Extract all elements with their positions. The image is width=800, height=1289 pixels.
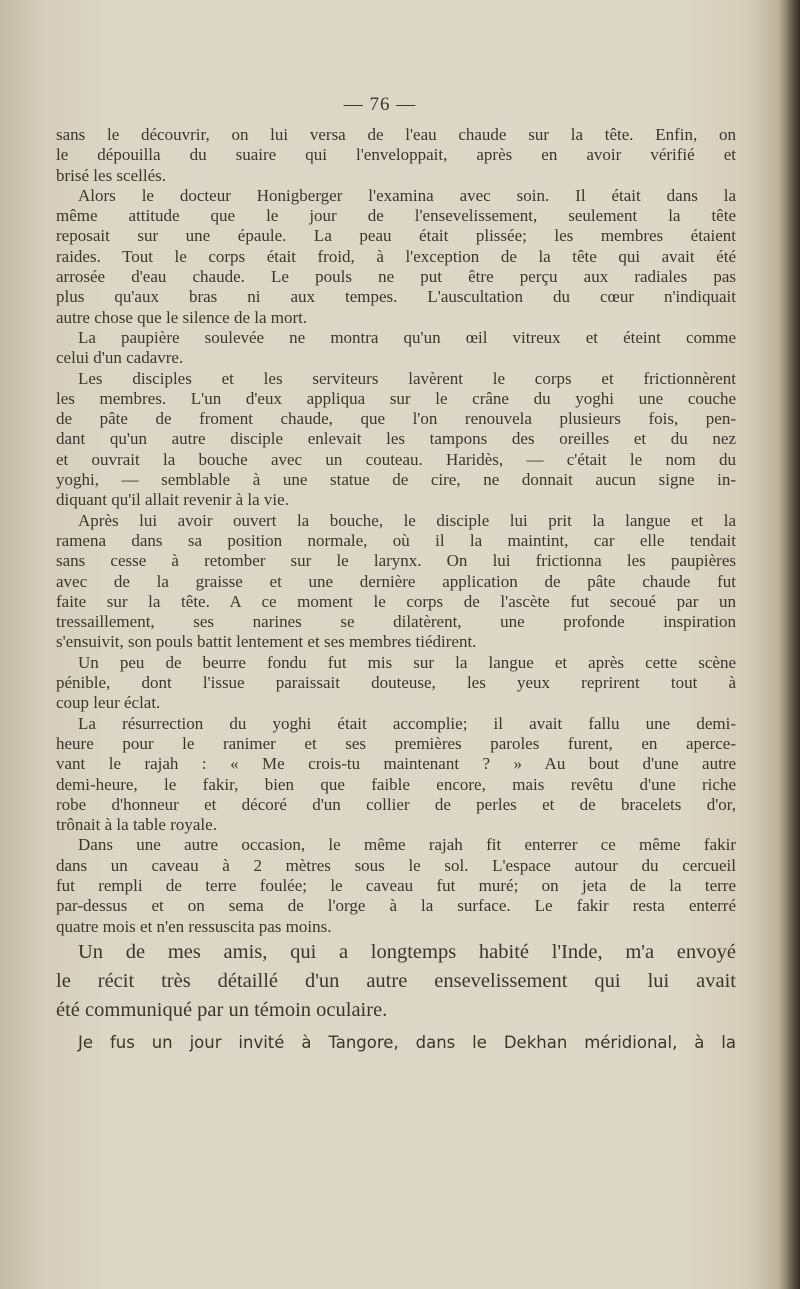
page-number: — 76 — <box>343 94 417 115</box>
text-line: heure pour le ranimer et ses premières paroles furent, en aperce- <box>56 733 736 753</box>
text-line: de pâte de froment chaude, que l'on renouvela plusieurs fois, pen- <box>56 409 736 429</box>
text-line: robe d'honneur et décoré d'un collier de perles et de bracelets d'or, <box>56 794 736 814</box>
text-line: avec de la graisse et une dernière application de pâte chaude fut <box>56 571 736 591</box>
text-line: et ouvrait la bouche avec un couteau. Haridès, — c'était le nom du <box>56 449 736 469</box>
text-line: quatre mois et n'en ressuscita pas moins. <box>56 916 332 936</box>
text-line: yoghi, — semblable à une statue de cire, ne donnait aucun signe in- <box>56 470 736 490</box>
text-line: celui d'un cadavre. <box>56 348 184 368</box>
text-line: La résurrection du yoghi était accomplie; il avait fallu une demi- <box>78 713 736 733</box>
book-spine-shadow <box>778 0 800 1289</box>
text-line: Je fus un jour invité à Tangore, dans le Dekhan méridional, à la <box>78 1033 736 1052</box>
text-line: Après lui avoir ouvert la bouche, le disciple lui prit la langue et la <box>78 510 736 530</box>
text-line: sans le découvrir, on lui versa de l'eau chaude sur la tête. Enfin, on <box>56 125 736 144</box>
text-line: ramena dans sa position normale, où il la maintint, car elle tendait <box>56 530 736 550</box>
larger-type-paragraph <box>56 938 736 1025</box>
text-line: La paupière soulevée ne montra qu'un œil vitreux et éteint comme <box>78 327 736 347</box>
text-line: vant le rajah : « Me crois-tu maintenant ? » Au bout d'une autre <box>56 754 736 774</box>
text-line: brisé les scellés. <box>56 165 166 185</box>
text-line: coup leur éclat. <box>56 693 161 713</box>
text-line: fut rempli de terre foulée; le caveau fut muré; on jeta de la terre <box>56 875 736 895</box>
text-line: pénible, dont l'issue paraissait douteuse, les yeux reprirent tout à <box>56 673 736 693</box>
text-line: faite sur la tête. A ce moment le corps de l'ascète fut secoué par un <box>56 591 736 611</box>
text-line: Les disciples et les serviteurs lavèrent le corps et frictionnèrent <box>78 368 736 388</box>
final-paragraph <box>56 1032 736 1054</box>
text-line: les membres. L'un d'eux appliqua sur le crâne du yoghi une couche <box>56 388 736 408</box>
text-line: le récit très détaillé d'un autre ensevelissement qui lui avait <box>56 970 736 992</box>
text-line: le dépouilla du suaire qui l'enveloppait, après en avoir vérifié et <box>56 145 736 165</box>
text-line: dant qu'un autre disciple enlevait les tampons des oreilles et du nez <box>56 429 736 449</box>
text-line: reposait sur une épaule. La peau était plissée; les membres étaient <box>56 226 736 246</box>
text-line: par-dessus et on sema de l'orge à la surface. Le fakir resta enterré <box>56 896 736 916</box>
text-line: demi-heure, le fakir, bien que faible encore, mais revêtu d'une riche <box>56 774 736 794</box>
body-text <box>56 125 736 937</box>
text-line: trônait à la table royale. <box>56 815 217 835</box>
text-line: arrosée d'eau chaude. Le pouls ne put être perçu aux radiales pas <box>56 267 736 287</box>
text-line: Un peu de beurre fondu fut mis sur la langue et après cette scène <box>78 652 736 672</box>
text-line: Un de mes amis, qui a longtemps habité l'Inde, m'a envoyé <box>78 941 736 963</box>
text-line: s'ensuivit, son pouls battit lentement et ses membres tiédirent. <box>56 632 477 652</box>
text-line: dans un caveau à 2 mètres sous le sol. L'espace autour du cercueil <box>56 855 736 875</box>
text-line: sans cesse à retomber sur le larynx. On lui frictionna les paupières <box>56 551 736 571</box>
text-line: Dans une autre occasion, le même rajah fit enterrer ce même fakir <box>78 835 736 855</box>
text-line: raides. Tout le corps était froid, à l'exception de la tête qui avait été <box>56 246 736 266</box>
text-line: diquant qu'il allait revenir à la vie. <box>56 490 289 510</box>
text-line: plus qu'aux bras ni aux tempes. L'auscultation du cœur n'indiquait <box>56 287 736 307</box>
text-line: Alors le docteur Honigberger l'examina avec soin. Il était dans la <box>78 185 736 205</box>
text-line: été communiqué par un témoin oculaire. <box>56 999 388 1021</box>
text-line: tressaillement, ses narines se dilatèrent, une profonde inspiration <box>56 612 736 632</box>
text-line: autre chose que le silence de la mort. <box>56 307 308 327</box>
text-line: même attitude que le jour de l'ensevelissement, seulement la tête <box>56 206 736 226</box>
